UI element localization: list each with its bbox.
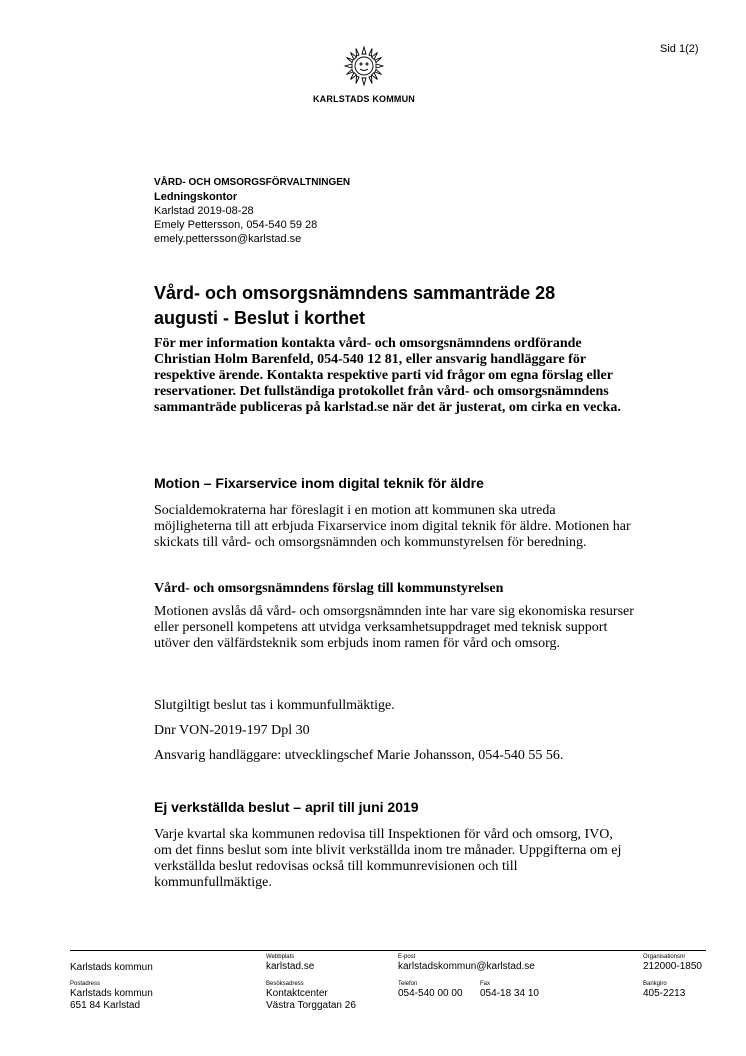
- final-decision: Slutgiltigt beslut tas i kommunfullmäktige.: [154, 698, 395, 713]
- headline: Vård- och omsorgsnämndens sammanträde 28 augusti - Beslut i korthet: [154, 283, 556, 328]
- sun-emblem-icon: [343, 44, 385, 86]
- footer-org: Karlstads kommun: [70, 962, 153, 973]
- footer-postadress: Postadress Karlstads kommun 651 84 Karlstad: [70, 981, 153, 1011]
- section-intro-ej-verkstallda: Varje kvartal ska kommunen redovisa till Inspektionen för vård och omsorg, IVO, om det finns beslut som inte blivit verkställda inom tre månader. Uppgifterna om ej verkställda beslut redovisas också till kommunrevisionen och till kommunfullmäktige.: [154, 827, 622, 890]
- footer-divider: [70, 950, 706, 951]
- section-heading-motion: Motion – Fixarservice inom digital teknik för äldre: [154, 475, 484, 491]
- footer-webb-link[interactable]: karlstad.se: [266, 961, 315, 972]
- sender-block: [154, 176, 350, 246]
- section-proposal-motion: Motionen avslås då vård- och omsorgsnämnden inte har vare sig ekonomiska resurser eller personell kompetens att utvidga verksamhetsuppdraget med teknisk support utöver den välfärdsteknik som erbjuds inom ramen för vård och omsorg.: [154, 604, 634, 651]
- email[interactable]: emely.pettersson@karlstad.se: [154, 233, 302, 245]
- footer-bankgiro: Bankgiro 405-2213: [643, 981, 686, 999]
- footer-besoksadress: Besöksadress Kontaktcenter Västra Torggatan 26: [266, 981, 356, 1011]
- footer-epost-link[interactable]: karlstadskommun@karlstad.se: [398, 961, 535, 972]
- footer-epost: E-post karlstadskommun@karlstad.se: [398, 954, 535, 972]
- footer-fax: Fax 054-18 34 10: [480, 981, 539, 999]
- footer-telefon: Telefon 054-540 00 00: [398, 981, 463, 999]
- responsible: Ansvarig handläggare: utvecklingschef Marie Johansson, 054-540 55 56.: [154, 748, 564, 763]
- section-heading-ej-verkstallda: Ej verkställda beslut – april till juni 2019: [154, 799, 419, 815]
- lead-paragraph: För mer information kontakta vård- och omsorgsnämndens ordförande Christian Holm Barenfeld, 054-540 12 81, eller ansvarig handläggare för respektive ärende. Kontakta respektive parti vid frågor om egna förslag eller reservationer. Det fullständiga protokollet från vård- och omsorgsnämndens sammanträde publiceras på karlstad.se när det är justerat, om cirka en vecka.: [154, 336, 621, 415]
- footer-webb: Webbplats karlstad.se: [266, 954, 315, 972]
- place-date: Karlstad 2019-08-28: [154, 205, 254, 217]
- footer-orgnr: Organisationsnr 212000-1850: [643, 954, 702, 972]
- dnr: Dnr VON-2019-197 Dpl 30: [154, 723, 310, 738]
- contact: Emely Pettersson, 054-540 59 28: [154, 219, 318, 231]
- office: Ledningskontor: [154, 191, 238, 203]
- section-subheading-motion: Vård- och omsorgsnämndens förslag till kommunstyrelsen: [154, 581, 504, 596]
- page-number: Sid 1(2): [660, 43, 699, 55]
- section-intro-motion: Socialdemokraterna har föreslagit i en motion att kommunen ska utreda möjligheterna till att erbjuda Fixarservice inom digital teknik för äldre. Motionen har skickats till vård- och omsorgsnämnden och kommunstyrelsen för beredning.: [154, 503, 631, 550]
- org-name: KARLSTADS KOMMUN: [312, 94, 416, 104]
- department: VÅRD- OCH OMSORGSFÖRVALTNINGEN: [154, 177, 351, 188]
